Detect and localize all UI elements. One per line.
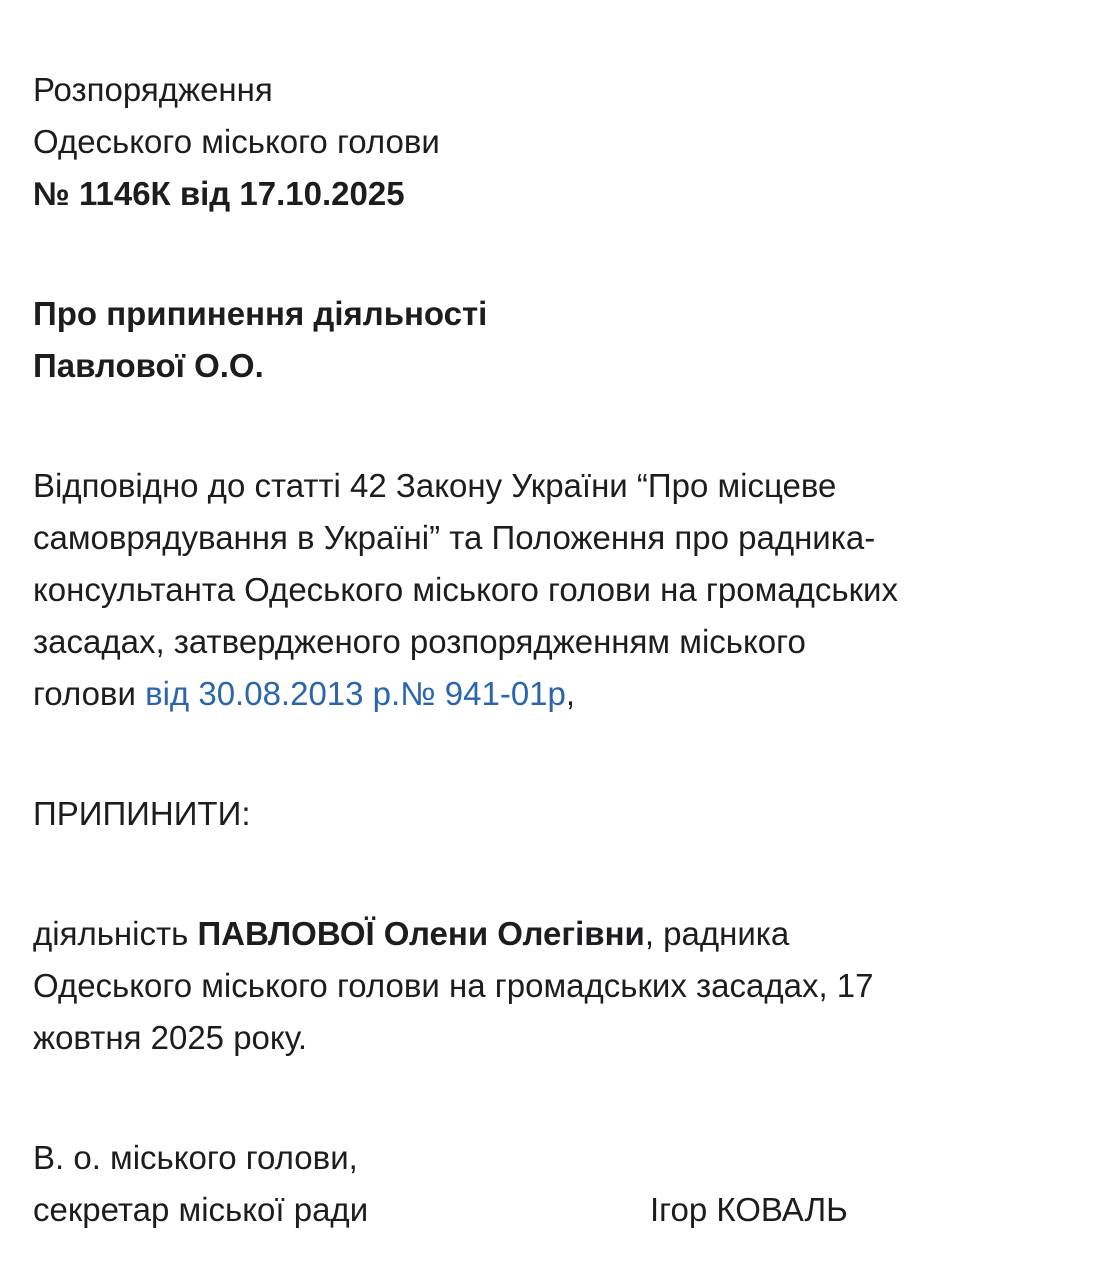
resolution-paragraph: [33, 908, 1085, 1064]
text-segment: ,: [565, 675, 576, 712]
resolution-heading: ПРИПИНИТИ:: [33, 795, 251, 832]
legal-basis-paragraph: [33, 460, 1085, 720]
text-line: [33, 616, 1085, 668]
signature-block: [33, 1132, 1085, 1236]
bold-text-segment: ПАВЛОВОЇ Олени Олегівни: [197, 915, 645, 952]
text-segment: Відповідно до статті 42 Закону України “Про місцеве: [33, 467, 837, 504]
order-title-line1: Про припинення діяльності: [33, 295, 488, 332]
text-line: [33, 960, 1085, 1012]
text-segment: діяльність: [33, 915, 198, 952]
order-title: [33, 288, 1085, 392]
text-segment: Одеського міського голови на громадських засадах, 17: [33, 967, 874, 1004]
order-issuer: Одеського міського голови: [33, 123, 440, 160]
signature-row: [33, 1184, 1085, 1236]
order-type: Розпорядження: [33, 71, 273, 108]
text-segment: голови: [33, 675, 146, 712]
text-line: [33, 564, 1085, 616]
text-segment: засадах, затвердженого розпорядженням міського: [33, 623, 806, 660]
text-line: [33, 460, 1085, 512]
order-document-link[interactable]: від 30.08.2013 р.№ 941-01р: [145, 675, 566, 712]
text-segment: самоврядування в Україні” та Положення про радника-: [33, 519, 876, 556]
text-segment: жовтня 2025 року.: [33, 1019, 308, 1056]
signatory-position-line2: секретар міської ради: [33, 1191, 369, 1228]
signatory-name: Ігор КОВАЛЬ: [650, 1191, 848, 1228]
text-line: [33, 1012, 1085, 1064]
text-segment: , радника: [644, 915, 790, 952]
order-number-date: № 1146К від 17.10.2025: [33, 175, 405, 212]
signatory-position-line1: В. о. міського голови,: [33, 1139, 358, 1176]
text-segment: консультанта Одеського міського голови на громадських: [33, 571, 898, 608]
text-line: [33, 668, 1085, 720]
order-header: [33, 64, 1085, 220]
text-line: [33, 908, 1085, 960]
text-line: [33, 512, 1085, 564]
order-title-line2: Павлової О.О.: [33, 347, 264, 384]
